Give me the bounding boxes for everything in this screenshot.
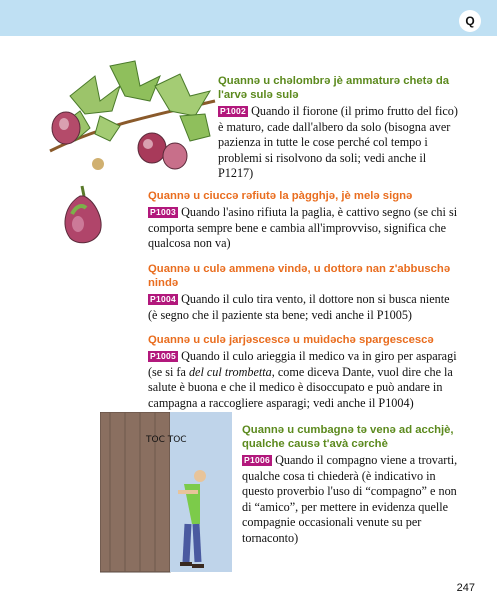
entry-text-end: , come diceva Dante, vuol dire che la salute è buona e che il medico è disoccupato e può andare in campagna a raccogliere asparagi; vedi anche il P1004) — [148, 364, 453, 410]
entry-body — [148, 205, 458, 252]
fig-branch-illustration — [40, 56, 220, 178]
entry-text-italic: del cul trombetta — [188, 364, 272, 379]
entry-p1003 — [148, 189, 458, 252]
entry-body — [148, 349, 458, 411]
entry-text: Quando il culo tira vento, il dottore non si busca niente (è segno che il paziente sta bene; vedi anche il P1005) — [148, 292, 450, 322]
door-knock-illustration — [100, 412, 234, 574]
entry-code-badge: P1003 — [150, 207, 177, 217]
entry-code-badge: P1004 — [150, 294, 177, 304]
entry-text-start: Quando il culo arieggia il medico va in giro per asparagi (se si fa — [148, 349, 457, 379]
entry-body — [242, 453, 466, 546]
fig-fruit-illustration — [58, 184, 104, 246]
entry-text: Quando il fiorone (il primo frutto del fico) è maturo, cade dall'albero da solo (bisogna aver pazienza in tutte le cose perché col tempo i problemi si risolvono da soli; vedi anche il P1217) — [218, 104, 458, 180]
entry-code-badge: P1002 — [220, 106, 247, 116]
entry-p1005 — [148, 333, 458, 411]
entry-text: Quando il compagno viene a trovarti, qualche cosa ti chiederà (è indicativo in questo proverbio l'uso di “compagno” e non di “amico”, per mettere in evidenza quelle compagnie occasionali venute su per tornaconto) — [242, 453, 458, 545]
entry-title: Quannə u ciuccə rəfiutə la pàgghjə, jè melə signə — [148, 190, 413, 202]
entry-p1006 — [242, 423, 466, 546]
entry-title: Quannə u culə ammenə vində, u dottorə nan z'abbuschə nində — [148, 263, 451, 289]
page-number: 247 — [456, 582, 475, 594]
entry-text: Quando l'asino rifiuta la paglia, è cattivo segno (se chi si comporta sempre bene e cambia all'improvviso, significa che qualcosa non va) — [148, 205, 458, 250]
entry-title: Quannə u cumbagnə tə venə ad acchjè, qualche causə t'avà cərchè — [242, 424, 454, 450]
entry-title: Quannə u chəlombrə jè ammaturə chetə da l'arvə sulə sulə — [218, 75, 450, 101]
knock-sound-text: TOC TOC — [146, 435, 187, 445]
top-color-band — [0, 0, 497, 36]
entry-p1004 — [148, 262, 458, 323]
entry-p1002 — [218, 74, 458, 182]
entry-body — [218, 104, 458, 182]
entry-title: Quannə u culə jarjəscescə u muìdəchə spargescescə — [148, 334, 434, 346]
section-letter-tab: Q — [459, 10, 481, 32]
entry-body — [148, 292, 458, 323]
entry-code-badge: P1006 — [244, 455, 271, 465]
entry-code-badge: P1005 — [150, 351, 177, 361]
